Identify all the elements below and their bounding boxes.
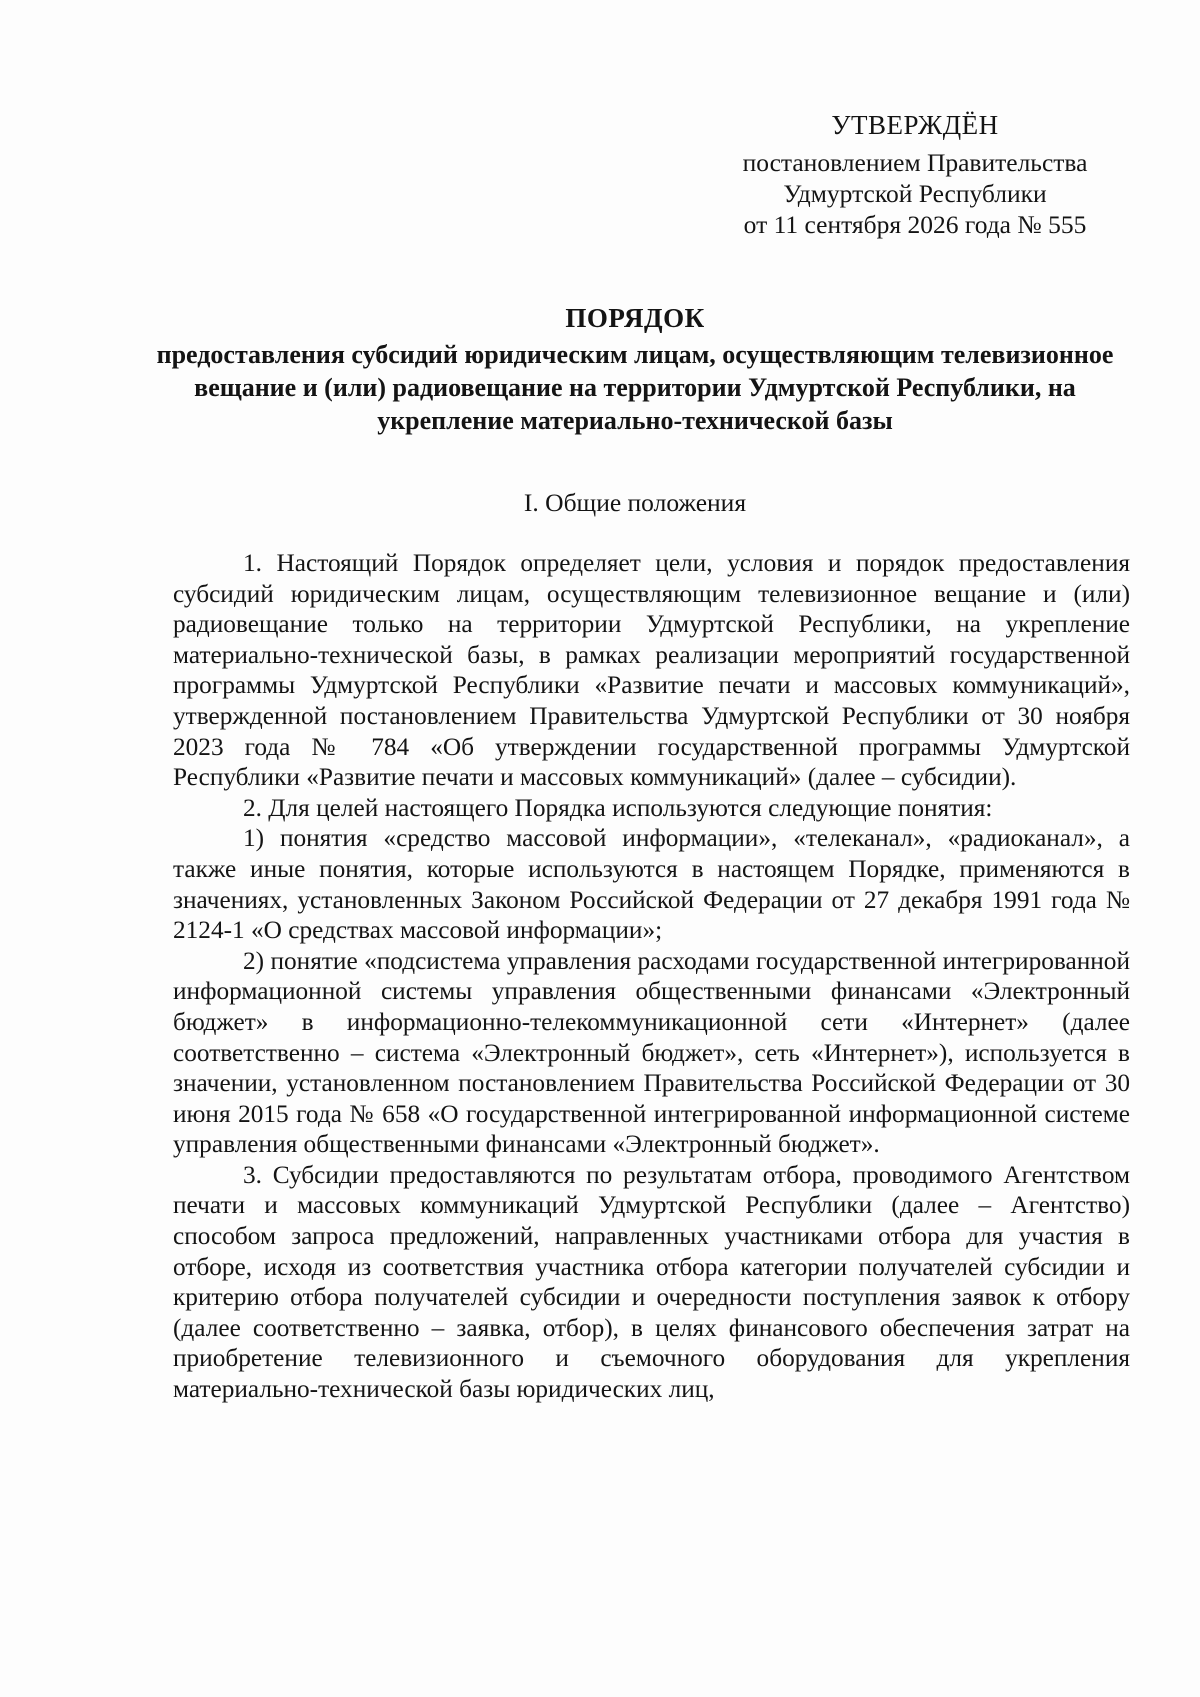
approval-line: постановлением Правительства: [742, 148, 1088, 177]
paragraph-3: 3. Субсидии предоставляются по результатам отбора, проводимого Агентством печати и массовых коммуникаций Удмуртской Республики (далее – Агентство) способом запроса предложений, направленных участниками отбора для участия в отборе, исходя из соответствия участника отбора категории получателей субсидии и критерию отбора получателей субсидии и очередности поступления заявок к отбору (далее соответственно – заявка, отбор), в целях финансового обеспечения затрат на приобретение телевизионного и съемочного оборудования для укрепления материально-технической базы юридических лиц,: [173, 1160, 1130, 1404]
approval-date-line: от 11 сентября 2026 года № 555: [743, 210, 1087, 239]
paragraph-1: 1. Настоящий Порядок определяет цели, условия и порядок предоставления субсидий юридическим лицам, осуществляющим телевизионное вещание и (или) радиовещание только на территории Удмуртской Республики, на укрепление материально-технической базы, в рамках реализации мероприятий государственной программы Удмуртской Республики «Развитие печати и массовых коммуникаций», утвержденной постановлением Правительства Удмуртской Республики от 30 ноября 2023 года № 784 «Об утверждении государственной программы Удмуртской Республики «Развитие печати и массовых коммуникаций» (далее – субсидии).: [173, 549, 1130, 792]
section-heading: I. Общие положения: [523, 488, 747, 517]
paragraph-2-1: 1) понятия «средство массовой информации», «телеканал», «радиоканал», а также иные понятия, которые используются в настоящем Порядке, применяются в значениях, установленных Законом Российской Федерации от 27 декабря 1991 года № 2124-1 «О средствах массовой информации»;: [173, 824, 1130, 945]
approval-heading: УТВЕРЖДЁН: [831, 110, 999, 140]
body-text: [173, 548, 1130, 1405]
title-block: [140, 300, 1130, 437]
document-title: ПОРЯДОК: [565, 303, 705, 333]
paragraph-2: 2. Для целей настоящего Порядка используются следующие понятия:: [243, 793, 993, 822]
document-subtitle: предоставления субсидий юридическим лицам, осуществляющим телевизионное вещание и (или) радиовещание на территории Удмуртской Республики, на укрепление материально-технической базы: [156, 340, 1114, 435]
paragraph-2-2: 2) понятие «подсистема управления расходами государственной интегрированной информационной системы управления общественными финансами «Электронный бюджет» в информационно-телекоммуникационной сети «Интернет» (далее соответственно – система «Электронный бюджет», сеть «Интернет»), используется в значении, установленном постановлением Правительства Российской Федерации от 30 июня 2015 года № 658 «О государственной интегрированной информационной системе управления общественными финансами «Электронный бюджет».: [173, 946, 1130, 1159]
approval-line: Удмуртской Республики: [783, 179, 1047, 208]
approval-stamp: [705, 110, 1125, 240]
